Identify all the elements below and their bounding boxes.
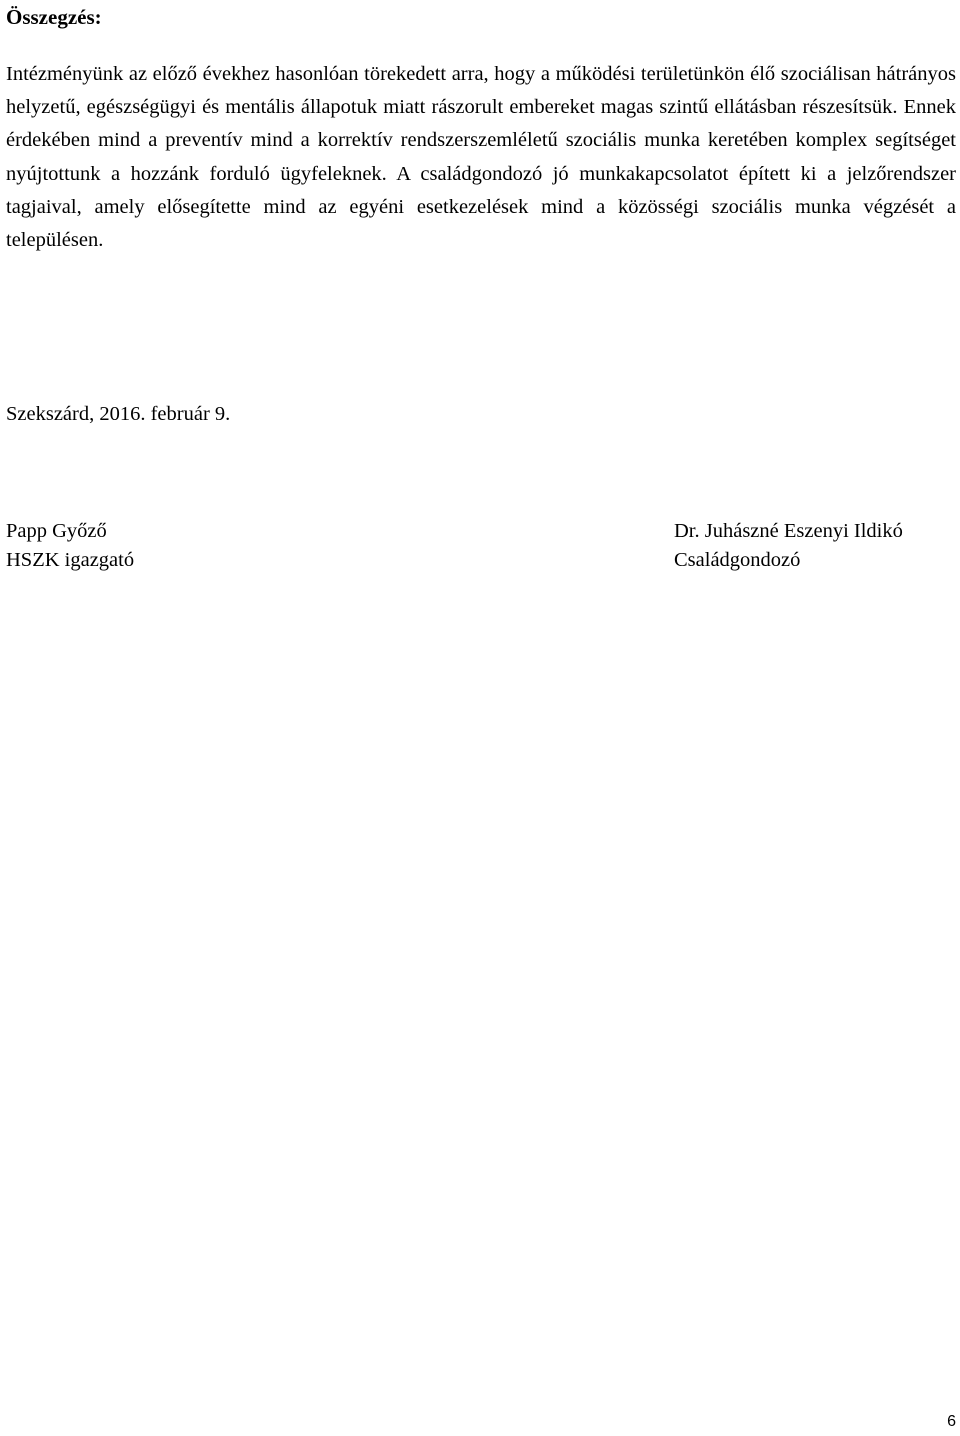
signature-block-left — [6, 517, 134, 575]
signer-name-right: Dr. Juhászné Eszenyi Ildikó — [674, 520, 903, 542]
signer-title-right: Családgondozó — [674, 549, 801, 571]
signer-title-left: HSZK igazgató — [6, 549, 135, 571]
signature-block-right — [674, 517, 903, 575]
section-heading: Összegzés: — [6, 5, 102, 29]
summary-paragraph: Intézményünk az előző évekhez hasonlóan törekedett arra, hogy a működési területünkön élő szociálisan hátrányos helyzetű, egészségügyi és mentális állapotuk miatt rászorult embereket magas szintű ellátásban részesítsük. Ennek érdekében mind a preventív mind a korrektív rendszerszemléletű szociális munka keretében komplex segítséget nyújtottunk a hozzánk forduló ügyfeleknek. A családgondozó jó munkakapcsolatot épített ki a jelzőrendszer tagjaival, amely elősegítette mind az egyéni esetkezelések mind a közösségi szociális munka végzését a településen. — [6, 63, 956, 252]
signer-name-left: Papp Győző — [6, 520, 107, 542]
date-place-line: Szekszárd, 2016. február 9. — [6, 403, 231, 425]
page-number: 6 — [947, 1413, 956, 1430]
